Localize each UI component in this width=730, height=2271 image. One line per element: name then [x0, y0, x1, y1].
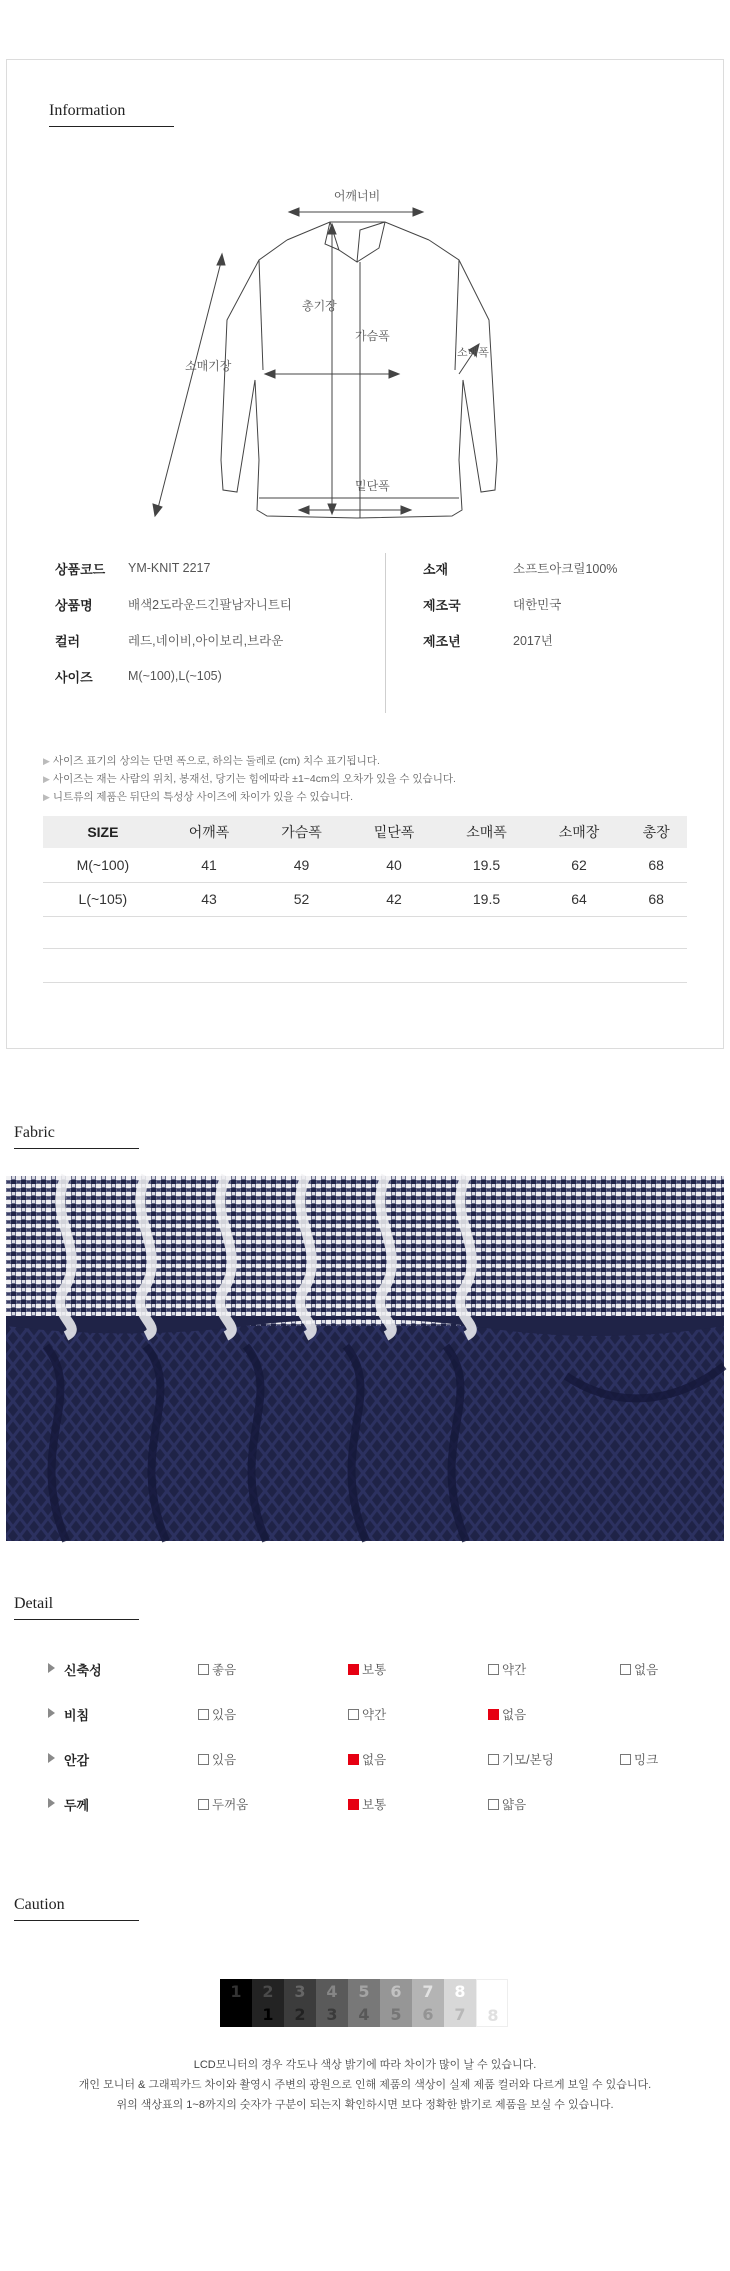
- grayscale-swatch: 1: [220, 1979, 252, 2027]
- detail-row-thickness: [48, 1794, 688, 1814]
- detail-option[interactable]: 있음: [198, 1750, 236, 1768]
- grayscale-swatch: 2 1: [252, 1979, 284, 2027]
- detail-option[interactable]: 없음: [488, 1705, 526, 1723]
- spec-row: [423, 622, 703, 658]
- label-sleeve-length: 소매기장: [185, 359, 232, 373]
- table-row: [43, 848, 687, 882]
- spec-key: 제조국: [423, 597, 461, 613]
- label-chest: 가슴폭: [355, 329, 390, 343]
- triangle-bullet-icon: [48, 1708, 55, 1718]
- spec-row: [55, 586, 385, 622]
- spec-key: 상품명: [55, 597, 93, 613]
- spec-key: 사이즈: [55, 669, 93, 685]
- triangle-bullet-icon: [48, 1663, 55, 1673]
- detail-option[interactable]: 약간: [348, 1705, 386, 1723]
- caution-line: 위의 색상표의 1~8까지의 숫자가 구분이 되는지 확인하시면 보다 정확한 밝기로 제품을 보실 수 있습니다.: [116, 2099, 614, 2111]
- detail-title: Detail: [14, 1595, 54, 1612]
- checkbox-checked-icon[interactable]: [348, 1799, 359, 1810]
- spec-value: YM-KNIT 2217: [128, 561, 211, 575]
- detail-row-transparency: [48, 1704, 688, 1724]
- checkbox-icon[interactable]: [620, 1664, 631, 1675]
- information-title: Information: [49, 102, 126, 119]
- spec-value: 배색2도라운드긴팔남자니트티: [128, 598, 292, 612]
- fabric-title: Fabric: [14, 1124, 55, 1141]
- table-empty-row-line: [43, 982, 687, 983]
- table-cell: 64: [533, 882, 626, 916]
- spec-list-right: [423, 550, 703, 658]
- spec-key: 소재: [423, 561, 449, 577]
- table-cell: 43: [163, 882, 256, 916]
- table-cell: 49: [255, 848, 348, 882]
- size-table: [43, 816, 687, 917]
- grayscale-swatch: 7 6: [412, 1979, 444, 2027]
- triangle-bullet-icon: [48, 1798, 55, 1808]
- spec-value: 2017년: [513, 634, 553, 648]
- detail-option[interactable]: 보통: [348, 1660, 386, 1678]
- detail-option[interactable]: 밍크: [620, 1750, 658, 1768]
- caution-title-underline: [14, 1920, 139, 1921]
- checkbox-icon[interactable]: [198, 1799, 209, 1810]
- spec-list-left: [55, 550, 385, 694]
- checkbox-checked-icon[interactable]: [348, 1664, 359, 1675]
- detail-label: 안감: [64, 1753, 90, 1768]
- spec-value: 대한민국: [513, 598, 562, 612]
- header-cell: SIZE: [43, 816, 163, 848]
- checkbox-icon[interactable]: [488, 1754, 499, 1765]
- detail-row-elasticity: [48, 1659, 688, 1679]
- triangle-bullet-icon: ▶: [43, 792, 50, 802]
- grayscale-swatch: 5 4: [348, 1979, 380, 2027]
- header-cell: 소매장: [533, 816, 626, 848]
- size-notes: [43, 752, 456, 806]
- label-length: 총기장: [302, 299, 337, 313]
- size-diagram: [185, 160, 537, 560]
- spec-key: 제조년: [423, 633, 461, 649]
- note-item: ▶ 사이즈는 재는 사람의 위치, 봉재선, 당기는 힘에따라 ±1~4cm의 오차가 있을 수 있습니다.: [43, 773, 456, 785]
- grayscale-swatch: 6 5: [380, 1979, 412, 2027]
- caution-notes: [0, 2055, 730, 2115]
- caution-title: Caution: [14, 1896, 65, 1913]
- spec-value: M(~100),L(~105): [128, 669, 222, 683]
- table-cell: 68: [625, 882, 687, 916]
- header-cell: 총장: [625, 816, 687, 848]
- table-cell: L(~105): [43, 882, 163, 916]
- note-item: ▶ 니트류의 제품은 뒤단의 특성상 사이즈에 차이가 있을 수 있습니다.: [43, 791, 354, 803]
- spec-row: [55, 550, 385, 586]
- grayscale-swatch: 8: [476, 1979, 508, 2027]
- information-title-underline: [49, 126, 174, 127]
- checkbox-icon[interactable]: [348, 1709, 359, 1720]
- detail-option[interactable]: 보통: [348, 1795, 386, 1813]
- table-cell: 41: [163, 848, 256, 882]
- detail-option[interactable]: 있음: [198, 1705, 236, 1723]
- information-section: [6, 59, 724, 1049]
- checkbox-icon[interactable]: [620, 1754, 631, 1765]
- detail-option[interactable]: 약간: [488, 1660, 526, 1678]
- label-sleeve-width: 소매폭: [457, 346, 489, 359]
- table-cell: 40: [348, 848, 441, 882]
- caution-line: 개인 모니터 & 그래픽카드 차이와 촬영시 주변의 광원으로 인해 제품의 색상이 실제 제품 컬러와 다르게 보일 수 있습니다.: [78, 2079, 652, 2091]
- spec-row: [55, 622, 385, 658]
- table-cell: 42: [348, 882, 441, 916]
- grayscale-chart: [220, 1979, 508, 2027]
- caution-line: LCD모니터의 경우 각도나 색상 밝기에 따라 차이가 많이 날 수 있습니다.: [193, 2059, 537, 2071]
- spec-key: 상품코드: [55, 561, 106, 577]
- fabric-title-underline: [14, 1148, 139, 1149]
- size-table-header: [43, 816, 687, 848]
- checkbox-icon[interactable]: [488, 1664, 499, 1675]
- grayscale-swatch: 3 2: [284, 1979, 316, 2027]
- label-hem: 밑단폭: [355, 479, 390, 493]
- detail-label: 비침: [64, 1708, 90, 1723]
- grayscale-swatch: 4 3: [316, 1979, 348, 2027]
- fabric-photo: [6, 1176, 724, 1541]
- table-cell: 52: [255, 882, 348, 916]
- detail-label: 신축성: [64, 1663, 102, 1678]
- checkbox-checked-icon[interactable]: [348, 1754, 359, 1765]
- table-cell: 68: [625, 848, 687, 882]
- table-empty-row-line: [43, 948, 687, 949]
- header-cell: 밑단폭: [348, 816, 441, 848]
- grayscale-swatch: 8 7: [444, 1979, 476, 2027]
- spec-value: 레드,네이비,아이보리,브라운: [128, 634, 284, 648]
- detail-option[interactable]: 없음: [348, 1750, 386, 1768]
- detail-option[interactable]: 좋음: [198, 1660, 236, 1678]
- spec-value: 소프트아크릴100%: [513, 562, 618, 576]
- spec-row: [423, 550, 703, 586]
- detail-option[interactable]: 두꺼움: [198, 1795, 248, 1813]
- checkbox-icon[interactable]: [488, 1799, 499, 1810]
- detail-option[interactable]: 얇음: [488, 1795, 526, 1813]
- spec-row: [423, 586, 703, 622]
- checkbox-icon[interactable]: [198, 1754, 209, 1765]
- header-cell: 가슴폭: [255, 816, 348, 848]
- note-item: ▶ 사이즈 표기의 상의는 단면 폭으로, 하의는 둘레로 (cm) 치수 표기됩니다.: [43, 755, 380, 767]
- spec-row: [55, 658, 385, 694]
- table-cell: 19.5: [440, 848, 533, 882]
- header-cell: 어깨폭: [163, 816, 256, 848]
- header-cell: 소매폭: [440, 816, 533, 848]
- detail-option[interactable]: 기모/본딩: [488, 1750, 554, 1768]
- label-shoulder: 어깨너비: [333, 189, 381, 203]
- triangle-bullet-icon: [48, 1753, 55, 1763]
- detail-option[interactable]: 없음: [620, 1660, 658, 1678]
- detail-label: 두께: [64, 1798, 90, 1813]
- triangle-bullet-icon: ▶: [43, 756, 50, 766]
- knit-texture-image: [6, 1176, 724, 1541]
- spec-divider: [385, 553, 386, 713]
- table-row: [43, 882, 687, 916]
- checkbox-icon[interactable]: [198, 1709, 209, 1720]
- table-cell: M(~100): [43, 848, 163, 882]
- detail-row-lining: [48, 1749, 688, 1769]
- table-cell: 19.5: [440, 882, 533, 916]
- checkbox-icon[interactable]: [198, 1664, 209, 1675]
- spec-key: 컬러: [55, 633, 81, 649]
- triangle-bullet-icon: ▶: [43, 774, 50, 784]
- detail-title-underline: [14, 1619, 139, 1620]
- table-cell: 62: [533, 848, 626, 882]
- checkbox-checked-icon[interactable]: [488, 1709, 499, 1720]
